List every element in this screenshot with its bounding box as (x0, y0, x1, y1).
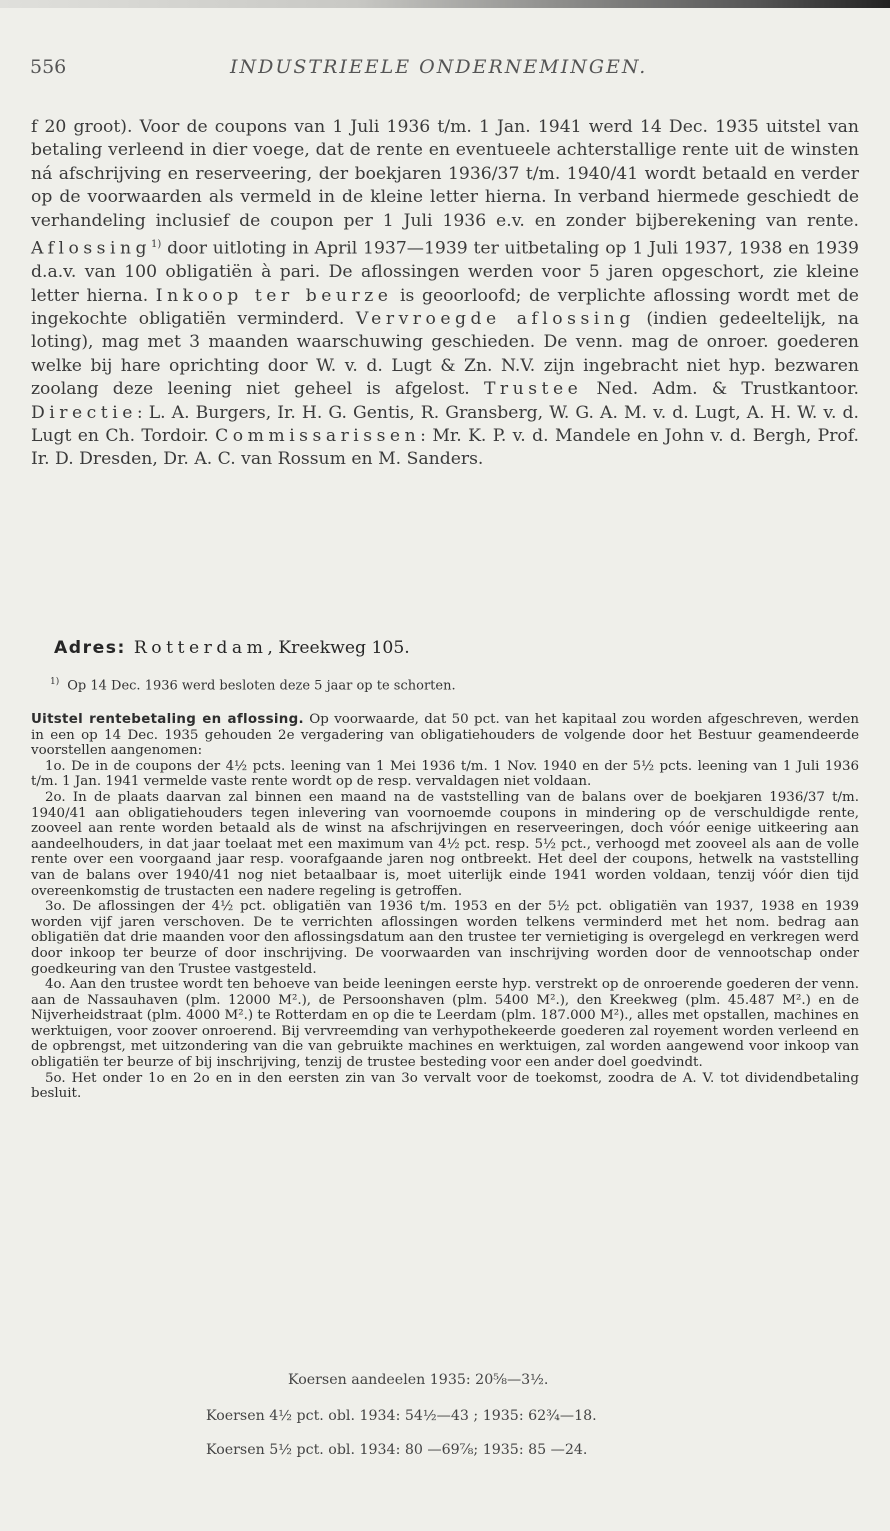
list-item: 2o. In de plaats daarvan zal binnen een maand na de vaststelling van de balans over de boekjaren 1936/37 t/m. 1940/41 aan obligatiehouders tegen inlevering van voornoemde coupons in mindering op de verschuldigde rente, zooveel aan rente worden betaald als de winst na afschrijvingen en reserveeringen, doch vóór eenige uitkeering aan aandeelhouders, in dat jaar toelaat met een maximum van 4½ pct. resp. 5½ pct., verhoogd met zooveel als aan de volle rente over een voorgaand jaar resp. voorafgaande jaren nog ontbreekt. Het deel der coupons, hetwelk na vaststelling van de balans over 1940/41 nog niet betaalbaar is, moet uiterlijk einde 1941 worden voldaan, tenzij vóór dien tijd overeenkomstig de trustacten een nadere regeling is getroffen. (31, 789, 859, 899)
vervroegde-text: (indien gedeeltelijk, na loting), mag met 3 maanden waarschuwing geschieden. De venn. mag de onroer. goederen welke bij hare oprichting door W. v. d. Lugt & Zn. N.V. zijn ingebracht niet hyp. bezwaren zoolang deze leening niet geheel is afgelost. (31, 308, 859, 400)
page-header (30, 56, 860, 86)
footnote-marker: 1) (50, 677, 60, 687)
small-print-section (31, 712, 859, 1102)
section-heading: Uitstel rentebetaling en aflossing. (31, 712, 304, 727)
inkoop-label: Inkoop ter beurze (155, 285, 393, 306)
small-intro (31, 712, 859, 759)
inkoop-text: is geoorloofd; de verplichte aflossing wordt met de ingekochte obligatiën verminderd. (31, 285, 859, 329)
list-item: 4o. Aan den trustee wordt ten behoeve van beide leeningen eerste hyp. verstrekt op de onroerende goederen der venn. aan de Nassauhaven (plm. 12000 M².), de Persoonshaven (plm. 5400 M².), den Kreekweg (plm. 45.487 M².) en de Nijverheidstraat (plm. 4000 M².) te Rotterdam en op die te Leerdam (plm. 187.000 M²)., alles met opstallen, machines en werktuigen, voor zoover onroerend. Bij vervreemding van verhypothekeerde goederen zal royement worden verleend en de opbrengst, met uitzondering van die van gebruikte machines en werktuigen, zal worden aangewend voor inkoop van obligatiën ter beurze of bij inschrijving, tenzij de trustee besteding voor een ander doel goedvindt. (31, 977, 859, 1071)
footnote-text: Op 14 Dec. 1936 werd besloten deze 5 jaar op te schorten. (67, 678, 456, 694)
page-number: 556 (30, 56, 67, 78)
running-title: INDUSTRIEELE ONDERNEMINGEN. (230, 56, 648, 78)
scan-edge (0, 0, 890, 8)
address-line (54, 638, 410, 658)
main-paragraph (31, 116, 859, 472)
address-label: Adres: (54, 638, 126, 658)
commissarissen-label: Commissarissen (215, 426, 421, 447)
intro-text: f 20 groot). Voor de coupons van 1 Juli 1936 t/m. 1 Jan. 1941 werd 14 Dec. 1935 uitstel van betaling verleend in dier voege, dat de rente en eventueele achterstallige rente uit de winsten ná afschrijving en reserveering, der boekjaren 1936/37 t/m. 1940/41 wordt betaald en verder op de voorwaarden als vermeld in de kleine letter hierna. In verband hiermede geschiedt de verhandeling inclusief de coupon per 1 Juli 1936 e.v. en zonder bijberekening van rente. (31, 117, 859, 231)
quote-55-bonds: Koersen 5½ pct. obl. 1934: 80 —69⅞; 1935: 85 —24. (206, 1442, 588, 1458)
footnote-ref: 1) (151, 239, 162, 251)
commissarissen-text: : Mr. K. P. v. d. Mandele en John v. d. Bergh, Prof. Ir. D. Dresden, Dr. A. C. van Rossum en M. Sanders. (31, 426, 859, 470)
quote-shares: Koersen aandeelen 1935: 20⅝—3½. (288, 1372, 549, 1388)
aflossing-text: door uitloting in April 1937—1939 ter uitbetaling op 1 Juli 1937, 1938 en 1939 d.a.v. van 100 obligatiën à pari. De aflossingen werden voor 5 jaren opgeschort, zie kleine letter hierna. (31, 238, 859, 306)
quote-45-bonds: Koersen 4½ pct. obl. 1934: 54½—43 ; 1935: 62¾—18. (206, 1408, 597, 1424)
directie-label: Directie (31, 402, 137, 423)
address-city: Rotterdam (133, 638, 268, 658)
list-item: 1o. De in de coupons der 4½ pcts. leening van 1 Mei 1936 t/m. 1 Nov. 1940 en der 5½ pcts. leening van 1 Juli 1936 t/m. 1 Jan. 1941 vermelde vaste rente wordt op de resp. vervaldagen niet voldaan. (31, 758, 859, 790)
aflossing-label: Aflossing (31, 238, 152, 259)
section-intro: Op voorwaarde, dat 50 pct. van het kapitaal zou worden afgeschreven, werden in een op 14 Dec. 1935 gehouden 2e vergadering van obligatiehouders de volgende door het Bestuur geamendeerde voorstellen aangenomen: (31, 712, 859, 759)
list-item: 5o. Het onder 1o en 2o en in den eersten zin van 3o vervalt voor de toekomst, zoodra de A. V. tot dividendbetaling besluit. (31, 1070, 859, 1102)
trustee-label: Trustee (483, 379, 583, 400)
list-item: 3o. De aflossingen der 4½ pct. obligatiën van 1936 t/m. 1953 en der 5½ pct. obligatiën van 1937, 1938 en 1939 worden vijf jaren verschoven. De te verrichten aflossingen worden telkens verminderd met het nom. bedrag aan obligatiën dat drie maanden voor den aflossingsdatum aan den trustee ter vernietiging is overgelegd en verkregen werd door inkoop ter beurze of door inschrijving. De voorwaarden van inschrijving worden door de vennootschap onder goedkeuring van den Trustee vastgesteld. (31, 899, 859, 977)
vervroegde-label: Vervroegde aflossing (355, 308, 635, 329)
company-description (31, 116, 859, 472)
directie-text: : L. A. Burgers, Ir. H. G. Gentis, R. Gransberg, W. G. A. M. v. d. Lugt, A. H. W. v. d. Lugt en Ch. Tordoir. (31, 402, 859, 447)
trustee-text: Ned. Adm. & Trustkantoor. (582, 379, 859, 400)
address-street: , Kreekweg 105. (267, 638, 410, 658)
footnote (50, 677, 456, 693)
